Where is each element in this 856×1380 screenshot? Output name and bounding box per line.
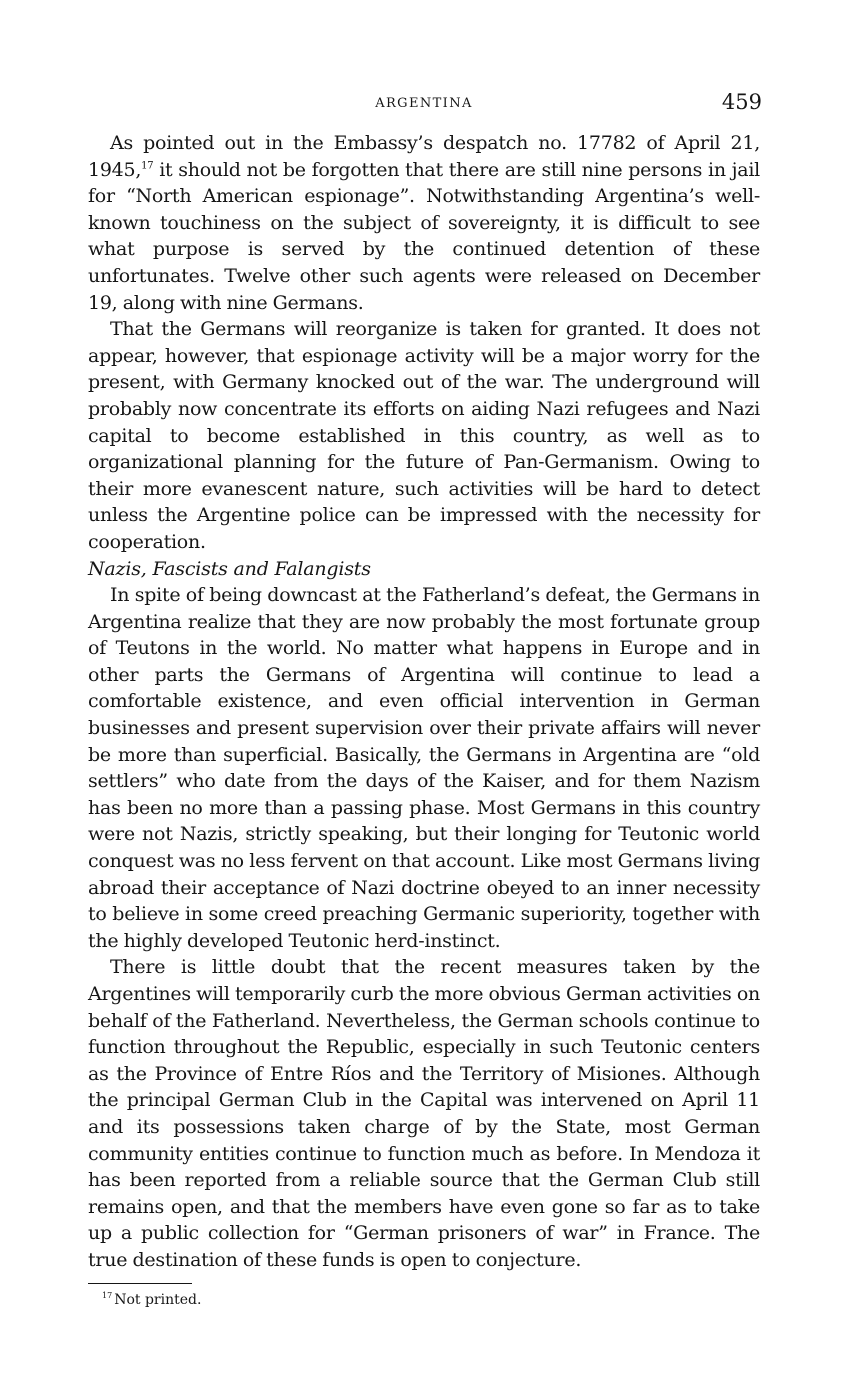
footnote-reference: 17 xyxy=(141,160,154,172)
section-heading: Nazis, Fascists and Falangists xyxy=(88,557,371,580)
footnote-marker: 17 xyxy=(102,1290,113,1300)
paragraph-text: it should not be forgotten that there are still nine persons in jail for “North American espionage”. Notwithstanding Argentina’s well-known touchiness on the subject of sovereignty, it is difficult to see what purpose is served by the continued detention of these unfortunates. Twelve other such agents were released on December 19, along with nine Germans. xyxy=(88,158,760,314)
paragraph-embassy-despatch xyxy=(88,130,760,316)
paragraph-recent-measures: There is little doubt that the recent measures taken by the Argentines will temporarily curb the more obvious German activities on behalf of the Fatherland. Nevertheless, the German schools continue to function throughout the Republic, especially in such Teutonic centers as the Province of Entre Ríos and the Territory of Misiones. Although the principal German Club in the Capital was intervened on April 11 and its possessions taken charge of by the State, most German community entities continue to function much as before. In Mendoza it has been reported from a reliable source that the German Club still remains open, and that the members have even gone so far as to take up a public collection for “German prisoners of war” in France. The true destination of these funds is open to conjecture. xyxy=(88,956,760,1271)
paragraph-reorganization: That the Germans will reorganize is taken for granted. It does not appear, however, that espionage activity will be a major worry for the present, with Germany knocked out of the war. The underground will probably now concentrate its efforts on aiding Nazi refugees and Nazi capital to become established in this country, as well as to organizational planning for the future of Pan-Germanism. Owing to their more evanescent nature, such activities will be hard to detect unless the Argentine police can be impressed with the necessity for cooperation. xyxy=(88,318,760,553)
paragraph-germans-in-argentina: In spite of being downcast at the Fatherland’s defeat, the Germans in Argentina realize that they are now probably the most fortunate group of Teutons in the world. No matter what happens in Europe and in other parts the Germans of Argentina will continue to lead a comfortable existence, and even official intervention in German businesses and present supervision over their private affairs will never be more than superficial. Basically, the Germans in Argentina are “old settlers” who date from the days of the Kaiser, and for them Nazism has been no more than a passing phase. Most Germans in this country were not Nazis, strictly speaking, but their longing for Teutonic world conquest was no less fervent on that account. Like most Germans living abroad their acceptance of Nazi doctrine obeyed to an inner necessity to believe in some creed preaching Germanic superiority, together with the highly developed Teutonic herd-instinct. xyxy=(88,584,760,952)
document-page xyxy=(88,92,760,1310)
page-number: 459 xyxy=(721,90,762,114)
paragraph-text: As pointed out in the Embassy’s despatch no. 17782 of April 21, 1945, xyxy=(88,132,760,181)
footnote-text: Not printed. xyxy=(114,1291,202,1308)
footnote-divider xyxy=(88,1283,192,1284)
running-header xyxy=(88,92,760,120)
footnote xyxy=(102,1290,760,1310)
running-title: ARGENTINA xyxy=(375,96,473,111)
